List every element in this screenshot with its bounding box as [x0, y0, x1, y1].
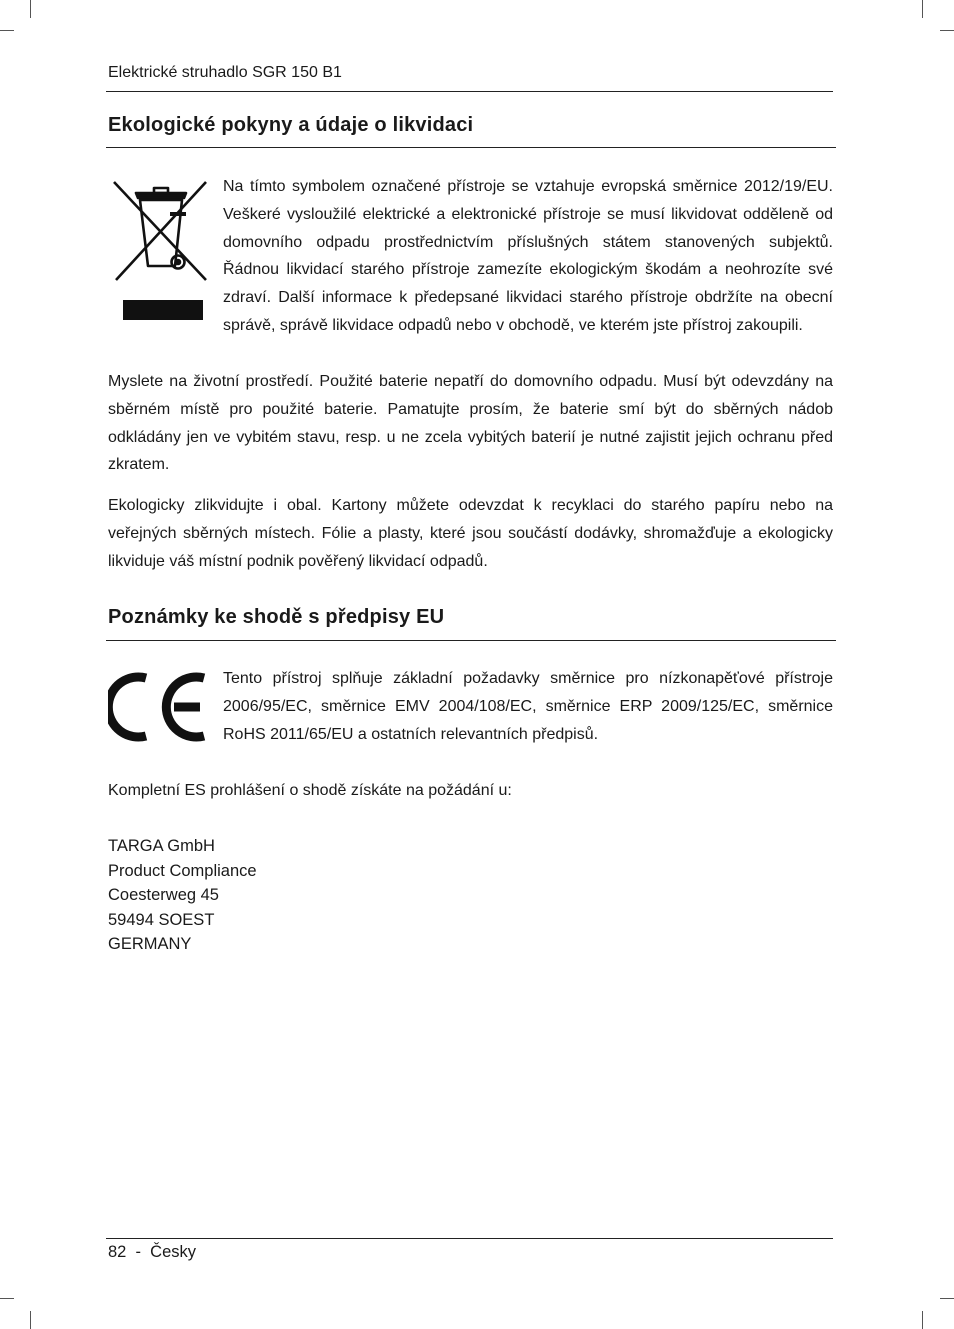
crop-mark: [922, 1311, 923, 1329]
crop-mark: [30, 0, 31, 18]
paragraph-weee: Na tímto symbolem označené přístroje se vztahuje evropská směrnice 2012/19/EU. Veškeré vysloužilé elektrické a elektronické přístroje se musí likvidovat odděleně od domovního odpadu prostřednictvím příslušných státem stanovených subjektů. Řádnou likvidací starého přístroje zamezíte ekologickým škodám a neohrozíte své zdraví. Další informace k předepsané likvidaci starého přístroje obdržíte na obecní správě, správě likvidace odpadů nebo v obchodě, ve kterém jste přístroj zakoupili.: [223, 178, 833, 334]
crop-mark: [940, 1298, 954, 1299]
section-heading-eu-compliance: Poznámky ke shodě s předpisy EU: [108, 606, 445, 628]
address-country: GERMANY: [108, 935, 192, 953]
address-street: Coesterweg 45: [108, 886, 219, 904]
crop-mark: [30, 1311, 31, 1329]
document-header-title: Elektrické struhadlo SGR 150 B1: [108, 64, 342, 81]
crop-mark: [940, 30, 954, 31]
section-heading-ecology: Ekologické pokyny a údaje o likvidaci: [108, 114, 474, 136]
address-city: 59494 SOEST: [108, 910, 215, 929]
paragraph-packaging: Ekologicky zlikvidujte i obal. Kartony můžete odevzdat k recyklaci do starého papíru nebo na veřejných sběrných místech. Fólie a plasty, které jsou součástí dodávky, shromažďuje a ekologicky likviduje váš místní podnik pověřený likvidací odpadů.: [108, 497, 833, 570]
paragraph-ce: Tento přístroj splňuje základní požadavky směrnice pro nízkonapěťové přístroje 2006/95/EC, směrnice EMV 2004/108/EC, směrnice ERP 2009/125/EC, směrnice RoHS 2011/65/EU a ostatních relevantních předpisů.: [223, 670, 833, 743]
crop-mark: [922, 0, 923, 18]
manufacturer-address: [108, 834, 257, 957]
crossed-out-wheelie-bin-icon: [110, 178, 210, 324]
address-department: Product Compliance: [108, 861, 257, 880]
header-rule: [106, 91, 833, 92]
page-number-footer: 82 - Česky: [108, 1243, 197, 1261]
section-rule: [106, 147, 836, 148]
crop-mark: [0, 1298, 14, 1299]
footer-rule: [106, 1238, 833, 1239]
paragraph-batteries: Myslete na životní prostředí. Použité baterie nepatří do domovního odpadu. Musí být odevzdány na sběrném místě pro použité baterie. Pamatujte prosím, že baterie smí být do sběrných nádob odkládány jen ve vybitém stavu, resp. u ne zcela vybitých baterií je nutné zajistit jejich ochranu před zkratem.: [108, 373, 833, 474]
section-rule: [106, 640, 836, 641]
paragraph-declaration: Kompletní ES prohlášení o shodě získáte na požádání u:: [108, 782, 512, 799]
ce-mark-icon: [108, 671, 210, 743]
address-company: TARGA GmbH: [108, 837, 215, 855]
crop-mark: [0, 30, 14, 31]
